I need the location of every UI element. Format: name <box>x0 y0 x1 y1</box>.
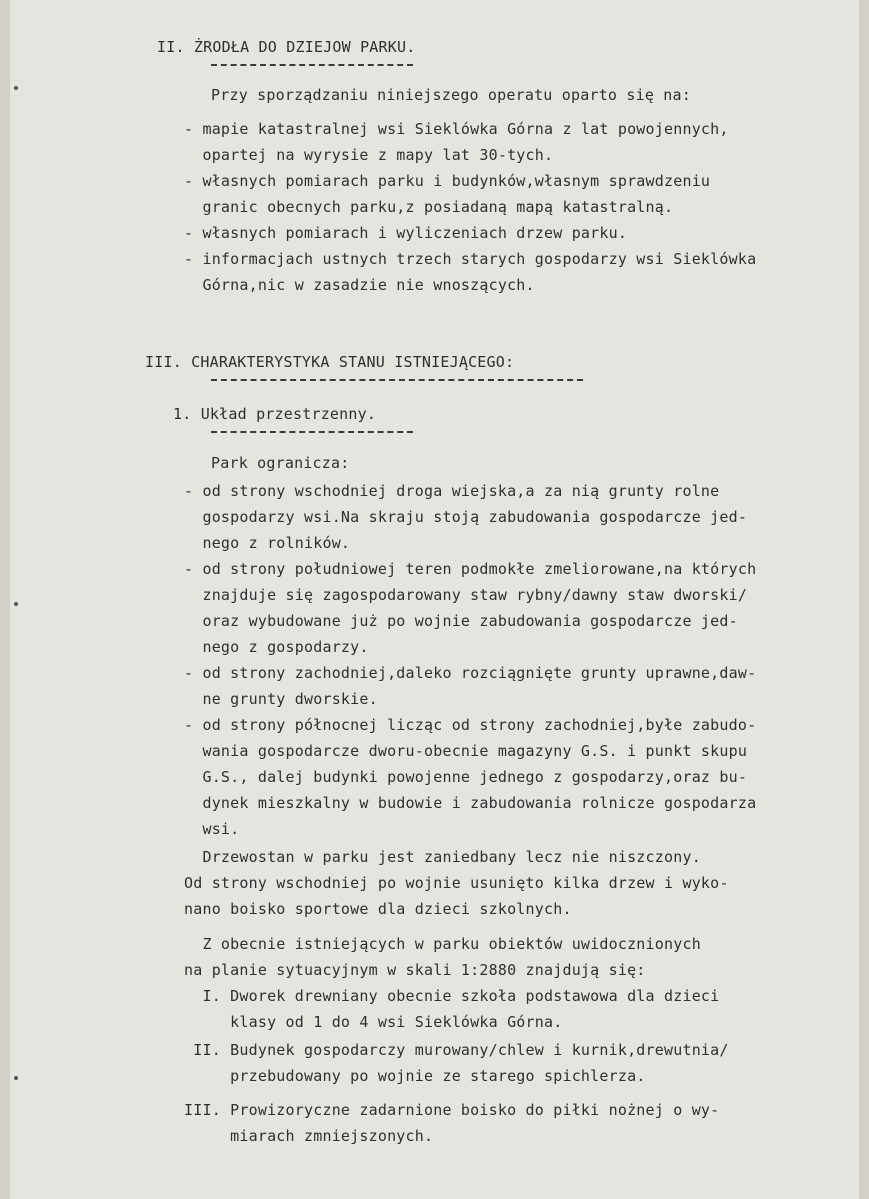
paragraph-line: Drzewostan w parku jest zaniedbany lecz nie niszczony. <box>184 848 701 866</box>
paragraph-line: Od strony wschodniej po wojnie usunięto kilka drzew i wyko- <box>184 874 729 892</box>
object-line: miarach zmniejszonych. <box>184 1127 434 1145</box>
heading-underline <box>211 379 583 381</box>
boundary-line: dynek mieszkalny w budowie i zabudowania rolnicze gospodarza <box>184 794 757 812</box>
boundary-line: - od strony zachodniej,daleko rozciągnięte grunty uprawne,daw- <box>184 664 757 682</box>
subsection-heading: 1. Układ przestrzenny. <box>173 405 377 423</box>
paragraph-line: Z obecnie istniejących w parku obiektów uwidocznionych <box>184 935 701 953</box>
boundary-line: nego z rolników. <box>184 534 351 552</box>
subheading-underline <box>211 431 413 433</box>
boundary-line: gospodarzy wsi.Na skraju stoją zabudowania gospodarcze jed- <box>184 508 748 526</box>
source-item-line: granic obecnych parku,z posiadaną mapą katastralną. <box>184 198 674 216</box>
section-iii-heading: III. CHARAKTERYSTYKA STANU ISTNIEJĄCEGO: <box>145 353 515 371</box>
boundary-line: wsi. <box>184 820 240 838</box>
source-item-line: Górna,nic w zasadzie nie wnoszących. <box>184 276 535 294</box>
source-item-line: - własnych pomiarach parku i budynków,własnym sprawdzeniu <box>184 172 711 190</box>
boundary-line: G.S., dalej budynki powojenne jednego z gospodarzy,oraz bu- <box>184 768 748 786</box>
source-item-line: - własnych pomiarach i wyliczeniach drzew parku. <box>184 224 628 242</box>
section-ii-intro: Przy sporządzaniu niniejszego operatu oparto się na: <box>211 86 691 104</box>
boundary-line: - od strony wschodniej droga wiejska,a za nią grunty rolne <box>184 482 720 500</box>
boundary-line: - od strony południowej teren podmokłe zmeliorowane,na których <box>184 560 757 578</box>
heading-underline <box>211 64 413 66</box>
boundary-line: wania gospodarcze dworu-obecnie magazyny G.S. i punkt skupu <box>184 742 748 760</box>
object-line: II. Budynek gospodarczy murowany/chlew i kurnik,drewutnia/ <box>184 1041 729 1059</box>
object-line: III. Prowizoryczne zadarnione boisko do piłki nożnej o wy- <box>184 1101 720 1119</box>
boundary-line: oraz wybudowane już po wojnie zabudowania gospodarcze jed- <box>184 612 738 630</box>
source-item-line: opartej na wyrysie z mapy lat 30-tych. <box>184 146 554 164</box>
paper-mark <box>14 602 18 606</box>
boundary-line: ne grunty dworskie. <box>184 690 378 708</box>
boundary-intro: Park ogranicza: <box>211 454 350 472</box>
section-ii-heading: II. ŻRODŁA DO DZIEJOW PARKU. <box>157 38 416 56</box>
object-line: klasy od 1 do 4 wsi Sieklówka Górna. <box>184 1013 563 1031</box>
object-line: I. Dworek drewniany obecnie szkoła podstawowa dla dzieci <box>184 987 720 1005</box>
object-line: przebudowany po wojnie ze starego spichlerza. <box>184 1067 646 1085</box>
paper-mark <box>14 1076 18 1080</box>
document-page <box>10 0 859 1199</box>
source-item-line: - mapie katastralnej wsi Sieklówka Górna z lat powojennych, <box>184 120 729 138</box>
boundary-line: znajduje się zagospodarowany staw rybny/dawny staw dworski/ <box>184 586 748 604</box>
source-item-line: - informacjach ustnych trzech starych gospodarzy wsi Sieklówka <box>184 250 757 268</box>
paragraph-line: na planie sytuacyjnym w skali 1:2880 znajdują się: <box>184 961 646 979</box>
boundary-line: - od strony północnej licząc od strony zachodniej,byłe zabudo- <box>184 716 757 734</box>
paper-mark <box>14 86 18 90</box>
paragraph-line: nano boisko sportowe dla dzieci szkolnych. <box>184 900 572 918</box>
boundary-line: nego z gospodarzy. <box>184 638 369 656</box>
